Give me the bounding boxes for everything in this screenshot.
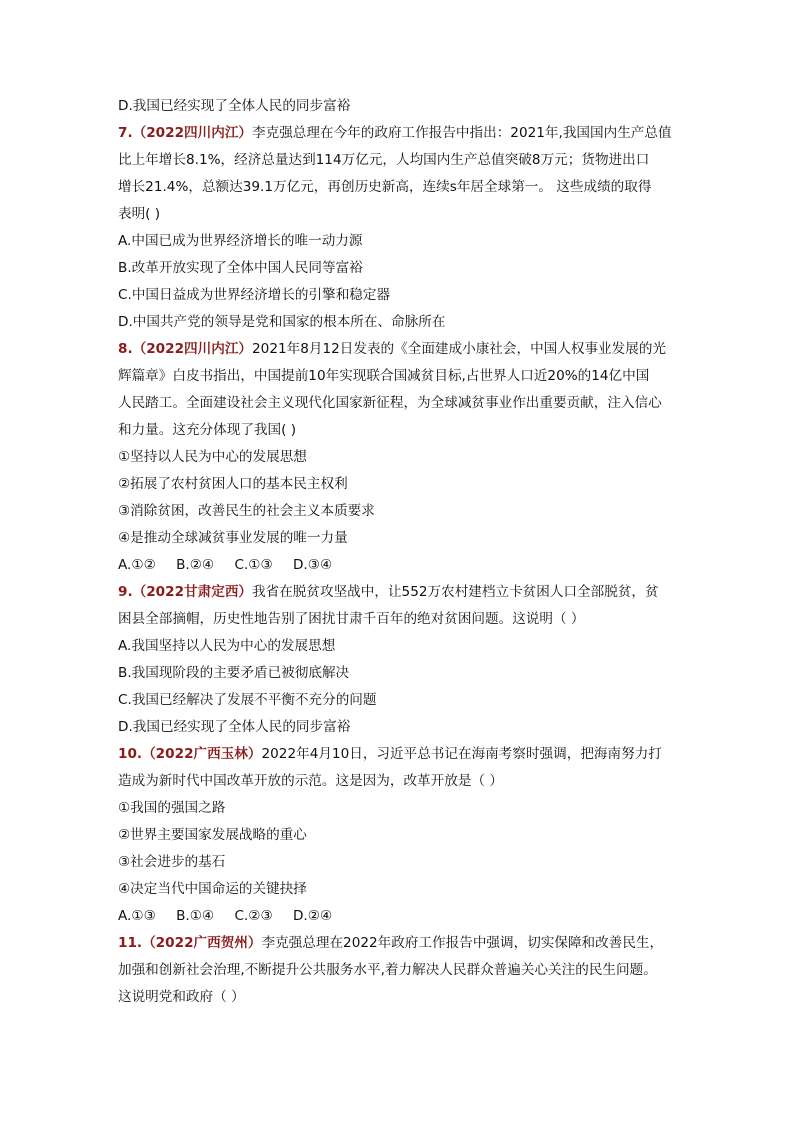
choice-b: B.①④: [176, 908, 215, 924]
stem-line: 表明( ): [118, 206, 161, 222]
option-c: C.我国已经解决了发展不平衡不充分的问题: [118, 692, 377, 708]
stem-line: 李克强总理在今年的政府工作报告中指出：2021年,我国国内生产总值: [252, 125, 672, 141]
stem-line: 2021年8月12日发表的《全面建成小康社会，中国人权事业发展的光: [252, 341, 667, 357]
statement-3: ③消除贫困，改善民生的社会主义本质要求: [118, 503, 375, 519]
question-number: 11.: [118, 935, 143, 951]
stem-line: 辉篇章》白皮书指出，中国提前10年实现联合国减贫目标,占世界人口近20%的14亿中国: [118, 368, 650, 384]
question-number: 7.: [118, 125, 133, 141]
choice-row: [118, 903, 678, 930]
question-9-stem: [118, 579, 680, 633]
stem-line: 李克强总理在2022年政府工作报告中强调，切实保障和改善民生，: [261, 935, 664, 951]
option-d: D.我国已经实现了全体人民的同步富裕: [118, 719, 351, 735]
option-a: A.中国已成为世界经济增长的唯一动力源: [118, 233, 363, 249]
stem-line: 比上年增长8.1%，经济总量达到114万亿元，人均国内生产总值突破8万元；货物进出口: [118, 152, 650, 168]
choice-d: D.②④: [292, 908, 333, 924]
question-source: （2022甘肃定西）: [132, 584, 253, 600]
question-number: 8.: [118, 341, 133, 357]
question-number: 10.: [118, 746, 143, 762]
statement-3: ③社会进步的基石: [118, 854, 226, 870]
question-source: （2022四川内江）: [132, 341, 253, 357]
statement-2: ②世界主要国家发展战略的重心: [118, 827, 307, 843]
question-source: （2022广西贺州）: [142, 935, 262, 951]
stem-line: 我省在脱贫攻坚战中，让552万农村建档立卡贫困人口全部脱贫，贫: [252, 584, 659, 600]
stem-line: 造成为新时代中国改革开放的示范。这是因为，改革开放是（ ）: [118, 773, 503, 789]
choice-a: A.①②: [118, 557, 156, 573]
choice-a: A.①③: [118, 908, 156, 924]
question-source: （2022四川内江）: [132, 125, 253, 141]
choice-b: B.②④: [176, 557, 215, 573]
option-b: B.我国现阶段的主要矛盾已被彻底解决: [118, 665, 350, 681]
stem-line: 这说明党和政府（ ）: [118, 989, 245, 1005]
choice-c: C.①③: [234, 557, 273, 573]
question-content: [118, 93, 678, 1011]
question-7-stem: [118, 120, 680, 228]
statement-2: ②拓展了农村贫困人口的基本民主权利: [118, 476, 348, 492]
option-a: A.我国坚持以人民为中心的发展思想: [118, 638, 336, 654]
question-11-stem: [118, 930, 680, 1011]
stem-line: 和力量。这充分体现了我国( ): [118, 422, 297, 438]
question-number: 9.: [118, 584, 133, 600]
question-10-stem: [118, 741, 680, 795]
choice-row: [118, 552, 678, 579]
statement-1: ①我国的强国之路: [118, 800, 226, 816]
option-c: C.中国日益成为世界经济增长的引擎和稳定器: [118, 287, 391, 303]
question-8-stem: [118, 336, 680, 444]
statement-4: ④决定当代中国命运的关键抉择: [118, 881, 307, 897]
statement-1: ①坚持以人民为中心的发展思想: [118, 449, 307, 465]
stem-line: 人民踏工。全面建设社会主义现代化国家新征程，为全球减贫事业作出重要贡献，注入信心: [118, 395, 662, 411]
stem-line: 加强和创新社会治理,不断提升公共服务水平,着力解决人民群众普遍关心关注的民生问题。: [118, 962, 657, 978]
stem-line: 困县全部摘帽，历史性地告别了困扰甘肃千百年的绝对贫困问题。这说明（ ）: [118, 611, 585, 627]
prev-question-option-d: D.我国已经实现了全体人民的同步富裕: [118, 98, 351, 114]
choice-c: C.②③: [234, 908, 273, 924]
stem-line: 2022年4月10日，习近平总书记在海南考察时强调，把海南努力打: [261, 746, 662, 762]
option-b: B.改革开放实现了全体中国人民同等富裕: [118, 260, 363, 276]
question-source: （2022广西玉林）: [142, 746, 262, 762]
statement-4: ④是推动全球减贫事业发展的唯一力量: [118, 530, 348, 546]
stem-line: 增长21.4%，总额达39.1万亿元，再创历史新高，连续s年居全球第一。 这些成绩的取得: [118, 179, 652, 195]
option-d: D.中国共产党的领导是党和国家的根本所在、命脉所在: [118, 314, 446, 330]
choice-d: D.③④: [292, 557, 333, 573]
